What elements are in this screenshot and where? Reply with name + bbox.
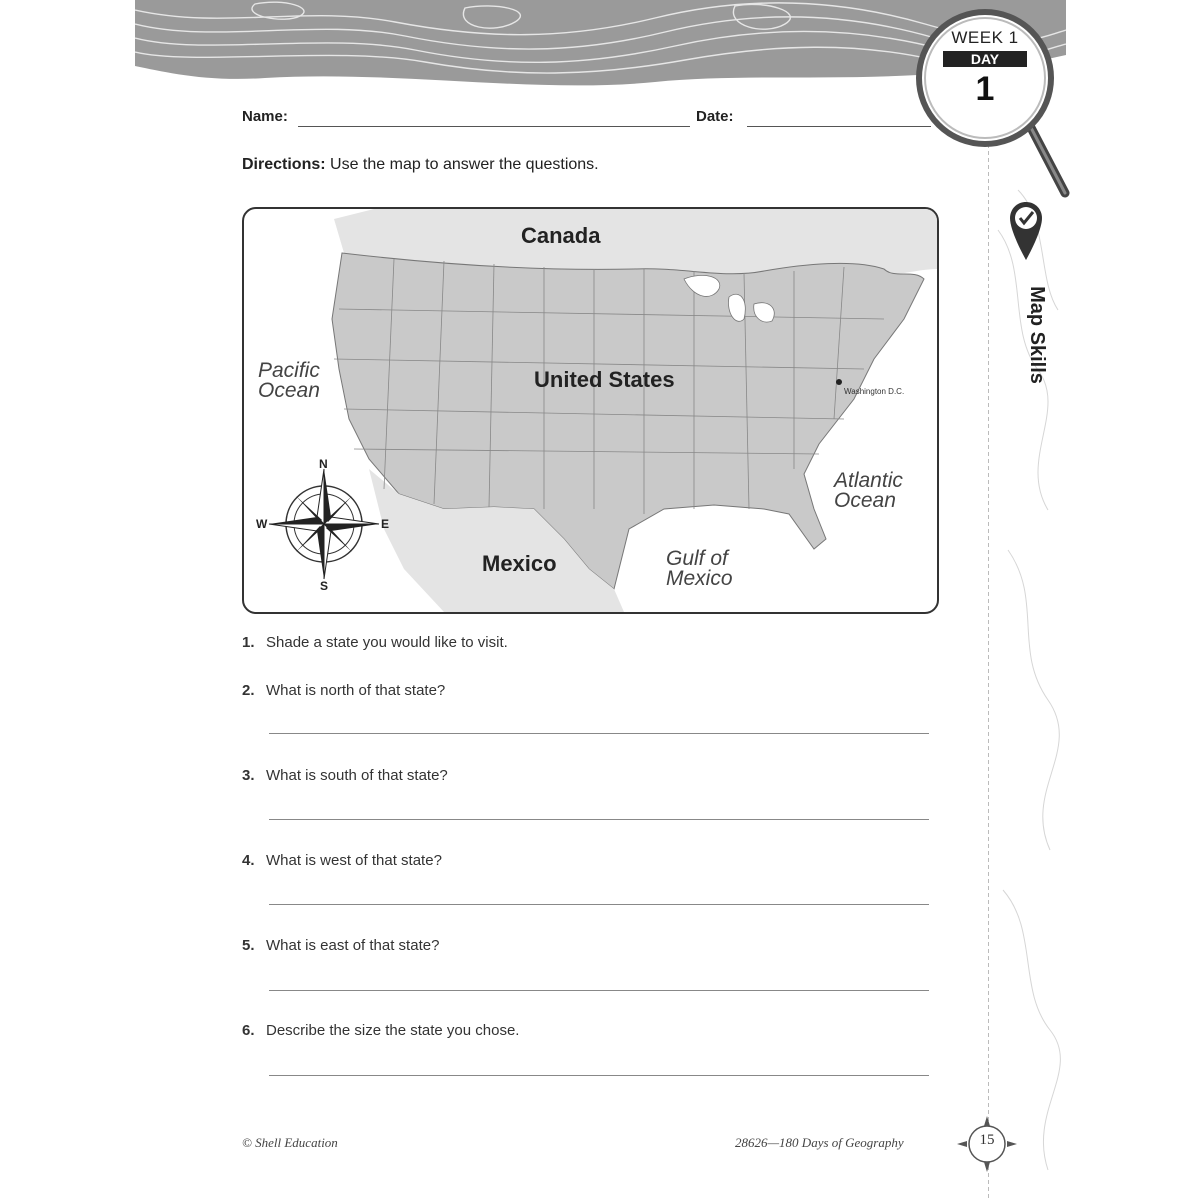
footer-title: 28626—180 Days of Geography (735, 1135, 904, 1150)
answer-line-3[interactable] (269, 819, 929, 820)
name-field[interactable] (298, 126, 690, 127)
page-number: 15 (979, 1132, 995, 1148)
day-number: 1 (975, 70, 995, 108)
label-washington-dc: Washington D.C. (844, 387, 905, 396)
label-mexico: Mexico (482, 551, 557, 576)
map-drawing (244, 209, 937, 612)
washington-dc-marker (836, 379, 842, 385)
question-number: 2. (242, 682, 255, 699)
date-label: Date: (696, 108, 734, 125)
us-map[interactable] (242, 207, 939, 614)
label-canada: Canada (521, 223, 601, 248)
compass-n: N (319, 457, 328, 471)
name-label: Name: (242, 108, 288, 125)
question-text: Describe the size the state you chose. (266, 1022, 520, 1039)
label-gulf-of-mexico: Gulf of Mexico (666, 547, 733, 590)
question-2 (242, 682, 445, 699)
label-atlantic-ocean: Atlantic Ocean (834, 469, 903, 512)
question-number: 4. (242, 852, 255, 869)
question-text: What is north of that state? (266, 682, 446, 699)
label-pacific-ocean: Pacific Ocean (258, 359, 320, 402)
question-number: 5. (242, 937, 255, 954)
compass-w: W (256, 517, 268, 531)
question-number: 6. (242, 1022, 255, 1039)
answer-line-4[interactable] (269, 904, 929, 905)
label-united-states: United States (534, 367, 675, 392)
answer-line-5[interactable] (269, 990, 929, 991)
question-number: 3. (242, 767, 255, 784)
worksheet-page (135, 0, 1066, 1200)
question-3 (242, 767, 448, 784)
question-6 (242, 1022, 519, 1039)
question-text: What is west of that state? (266, 852, 442, 869)
answer-line-2[interactable] (269, 733, 929, 734)
answer-line-6[interactable] (269, 1075, 929, 1076)
footer-copyright: © Shell Education (242, 1135, 338, 1150)
check-pin-icon (1008, 200, 1044, 270)
section-title: Map Skills (1026, 286, 1048, 384)
question-4 (242, 852, 442, 869)
compass-s: S (320, 579, 329, 593)
question-text: Shade a state you would like to visit. (266, 634, 508, 651)
date-field[interactable] (747, 126, 931, 127)
compass-rose (269, 469, 379, 579)
question-text: What is south of that state? (266, 767, 448, 784)
directions-label: Directions: (242, 156, 326, 173)
question-5 (242, 937, 439, 954)
question-1 (242, 634, 508, 651)
week-label: WEEK 1 (951, 28, 1019, 47)
day-label: DAY (943, 51, 1027, 67)
question-text: What is east of that state? (266, 937, 440, 954)
question-number: 1. (242, 634, 255, 651)
directions (242, 156, 599, 174)
compass-e: E (381, 517, 390, 531)
directions-text: Use the map to answer the questions. (325, 156, 599, 173)
